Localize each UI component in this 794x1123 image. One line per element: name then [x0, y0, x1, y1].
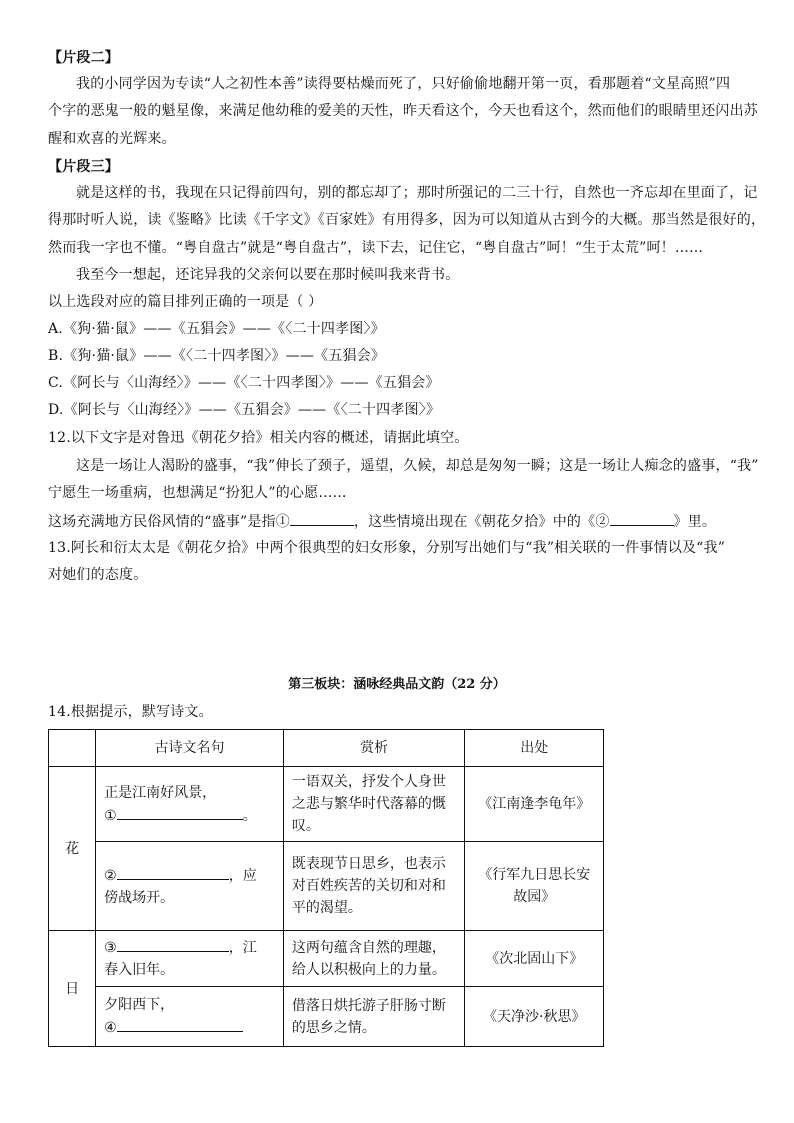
verse-fill-line	[104, 864, 275, 887]
fragment2-heading: 【片段二】	[48, 50, 119, 66]
q12-stem: 12.以下文字是对鲁迅《朝花夕拾》相关内容的概述，请据此填空。	[48, 430, 469, 446]
verse-text: 傍战场开。	[104, 889, 175, 906]
q12-body: 宁愿生一场重病，也想满足“扮犯人”的心愿……	[48, 485, 347, 501]
q11-option-b: B.《狗·猫·鼠》——《〈二十四孝图〉》——《五猖会》	[48, 348, 386, 364]
answer-blank-4[interactable]	[117, 1016, 243, 1032]
q14-stem: 14.根据提示，默写诗文。	[48, 704, 213, 720]
blank-number: ①	[104, 807, 117, 824]
table-header-row	[49, 730, 604, 767]
verse-cell	[96, 987, 284, 1047]
q12-fill-text-c: 》里。	[673, 514, 717, 530]
table-header-cell: 出处	[465, 730, 604, 767]
verse-text: 正是江南好风景，	[104, 784, 217, 801]
fragment3-line: 我至今一想起，还诧异我的父亲何以要在那时候叫我来背书。	[76, 267, 460, 283]
section3-title: 第三板块：涵咏经典品文韵（22 分）	[288, 677, 506, 692]
verse-cell	[96, 931, 284, 987]
table-header-cell: 赏析	[283, 730, 465, 767]
verse-text: 夕阳西下，	[104, 997, 175, 1013]
fragment3-heading: 【片段三】	[48, 159, 119, 175]
appreciation-cell: 这两句蕴含自然的理趣，给人以积极向上的力量。	[283, 931, 465, 987]
verse-text: 春入旧年。	[104, 962, 175, 978]
table-header-cell: 古诗文名句	[96, 730, 284, 767]
verse-cell	[96, 842, 284, 931]
table-row	[49, 987, 604, 1047]
q11-option-a: A.《狗·猫·鼠》——《五猖会》——《〈二十四孝图〉》	[48, 321, 385, 337]
table-row	[49, 931, 604, 987]
fragment2-line: 醒和欢喜的光辉来。	[48, 131, 176, 147]
appreciation-cell: 借落日烘托游子肝肠寸断的思乡之情。	[283, 987, 465, 1047]
table-row	[49, 767, 604, 842]
answer-blank-3[interactable]	[117, 936, 229, 952]
q13-line: 对她们的态度。	[48, 567, 148, 583]
q12-body: 这是一场让人渴盼的盛事，“我”伸长了颈子，遥望，久候，却总是匆匆一瞬；这是一场让人痴念的盛事，“我”	[76, 458, 759, 474]
fragment3-line: 就是这样的书，我现在只记得前四句，别的都忘却了；那时所强记的二三十行，自然也一齐忘却在里面了，记	[76, 185, 758, 201]
q11-option-c: C.《阿长与〈山海经〉》——《〈二十四孝图〉》——《五猖会》	[48, 375, 440, 391]
verse-fill-line	[104, 804, 275, 827]
blank-number: ③	[104, 940, 117, 956]
q11-stem: 以上选段对应的篇目排列正确的一项是（ ）	[48, 294, 323, 310]
q11-option-d: D.《阿长与〈山海经〉》——《五猖会》——《〈二十四孝图〉》	[48, 402, 441, 418]
answer-blank-1[interactable]	[117, 804, 243, 820]
fragment3-line: 得那时听人说，读《鉴略》比读《千字文》《百家姓》有用得多，因为可以知道从古到今的大概。那当然是很好的，	[48, 212, 766, 228]
fragment2-line: 我的小同学因为专读“人之初性本善”读得要枯燥而死了，只好偷偷地翻开第一页，看那题着“文星高照”四	[76, 76, 731, 92]
source-cell: 《行军九日思长安故园》	[465, 842, 604, 931]
verse-fill-line	[104, 936, 275, 959]
poetry-table	[48, 729, 604, 1047]
verse-text: ，应	[228, 867, 257, 884]
table-row	[49, 842, 604, 931]
q12-fill-text-a: 这场充满地方民俗风情的“盛事”是指①	[48, 514, 290, 530]
verse-fill-line	[104, 1016, 275, 1039]
verse-cell	[96, 767, 284, 842]
appreciation-cell: 既表现节日思乡，也表示对百姓疾苦的关切和对和平的渴望。	[283, 842, 465, 931]
verse-text: ，江	[228, 940, 257, 956]
verse-text: 。	[242, 807, 257, 824]
answer-blank-1[interactable]	[290, 510, 354, 526]
answer-blank-2[interactable]	[610, 510, 674, 526]
group-label: 花	[49, 767, 96, 931]
blank-number: ④	[104, 1020, 117, 1036]
answer-blank-2[interactable]	[117, 864, 229, 880]
source-cell: 《次北固山下》	[465, 931, 604, 987]
fragment3-line: 然而我一字也不懂。“粤自盘古”就是“粤自盘古”，读下去，记住它，“粤自盘古”呵！“生于太荒”呵！……	[48, 240, 704, 256]
q12-fill-line	[48, 510, 716, 532]
q13-line: 13.阿长和衍太太是《朝花夕拾》中两个很典型的妇女形象，分别写出她们与“我”相关联的一件事情以及“我”	[48, 540, 726, 556]
fragment2-line: 个字的恶鬼一般的魁星像，来满足他幼稚的爱美的天性，昨天看这个，今天也看这个，然而他们的眼睛里还闪出苏	[48, 103, 758, 119]
source-cell: 《天净沙·秋思》	[465, 987, 604, 1047]
blank-number: ②	[104, 867, 117, 884]
group-label: 日	[49, 931, 96, 1047]
source-cell: 《江南逢李龟年》	[465, 767, 604, 842]
q12-fill-text-b: ，这些情境出现在《朝花夕拾》中的《②	[353, 514, 610, 530]
table-header-cell	[49, 730, 96, 767]
appreciation-cell: 一语双关，抒发个人身世之悲与繁华时代落幕的慨叹。	[283, 767, 465, 842]
